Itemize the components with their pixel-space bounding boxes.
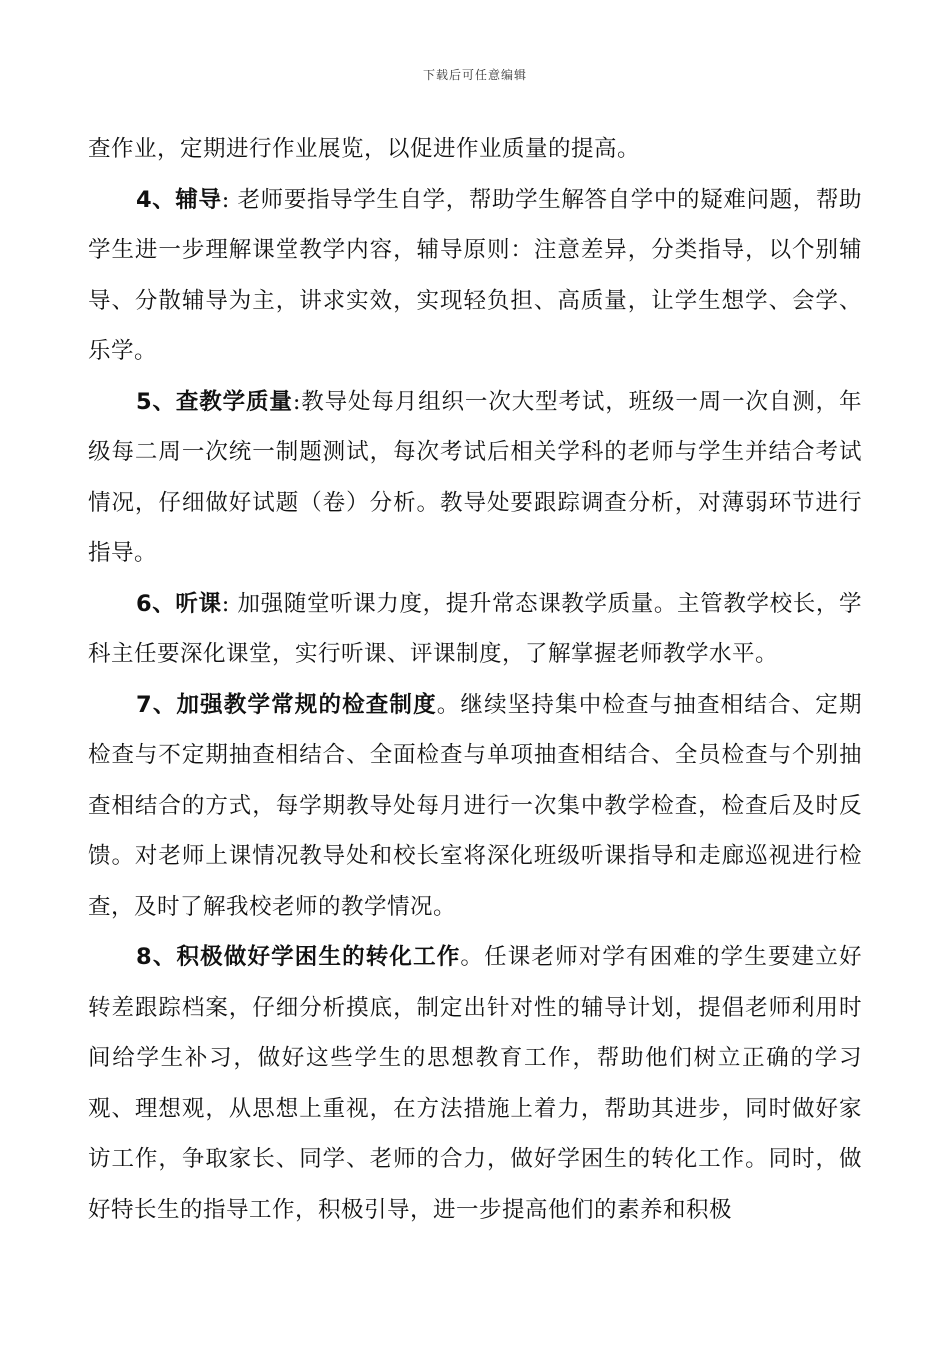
paragraph-body: : 老师要指导学生自学，帮助学生解答自学中的疑难问题，帮助学生进一步理解课堂教学内容，辅导原则：注意差异，分类指导，以个别辅导、分散辅导为主，讲求实效，实现轻负担、高质量，让学生想学、会学、乐学。 xyxy=(88,186,862,364)
item-number: 4、 xyxy=(136,186,176,213)
item-title: 听课 xyxy=(175,590,222,617)
item-title: 辅导 xyxy=(175,186,222,213)
paragraph-6-lesson-observation xyxy=(88,579,862,680)
paragraph-body: 。任课老师对学有困难的学生要建立好转差跟踪档案，仔细分析摸底，制定出针对性的辅导计划，提倡老师利用时间给学生补习，做好这些学生的思想教育工作，帮助他们树立正确的学习观、理想观，从思想上重视，在方法措施上着力，帮助其进步，同时做好家访工作，争取家长、同学、老师的合力，做好学困生的转化工作。同时，做好特长生的指导工作，积极引导，进一步提高他们的素养和积极 xyxy=(88,944,862,1223)
paragraph-body: 。继续坚持集中检查与抽查相结合、定期检查与不定期抽查相结合、全面检查与单项抽查相结合、全员检查与个别抽查相结合的方式，每学期教导处每月进行一次集中教学检查，检查后及时反馈。对老师上课情况教导处和校长室将深化班级听课指导和走廊巡视进行检查，及时了解我校老师的教学情况。 xyxy=(88,691,862,920)
item-number: 5、 xyxy=(136,388,176,415)
item-title: 查教学质量 xyxy=(175,388,293,415)
paragraph-body: : 加强随堂听课力度，提升常态课教学质量。主管教学校长，学科主任要深化课堂，实行听课、评课制度，了解掌握老师教学水平。 xyxy=(88,590,862,667)
paragraph-4-tutoring xyxy=(88,175,862,377)
page-header: 下载后可任意编辑 xyxy=(422,68,527,82)
paragraph-7-inspection-system xyxy=(88,680,862,933)
paragraph-8-struggling-students xyxy=(88,932,862,1235)
paragraph-body: :教导处每月组织一次大型考试，班级一周一次自测，年级每二周一次统一制题测试，每次考试后相关学科的老师与学生并结合考试情况，仔细做好试题（卷）分析。教导处要跟踪调查分析，对薄弱环节进行指导。 xyxy=(88,388,862,566)
item-title: 加强教学常规的检查制度 xyxy=(176,691,437,718)
item-number: 8、 xyxy=(136,944,177,970)
document-body xyxy=(88,124,862,1235)
item-number: 6、 xyxy=(136,590,176,617)
item-number: 7、 xyxy=(136,691,177,718)
paragraph-5-quality-check xyxy=(88,377,862,579)
paragraph-continuation xyxy=(88,124,862,175)
item-title: 积极做好学困生的转化工作 xyxy=(176,944,461,970)
paragraph-body: 查作业，定期进行作业展览，以促进作业质量的提高。 xyxy=(88,136,641,162)
